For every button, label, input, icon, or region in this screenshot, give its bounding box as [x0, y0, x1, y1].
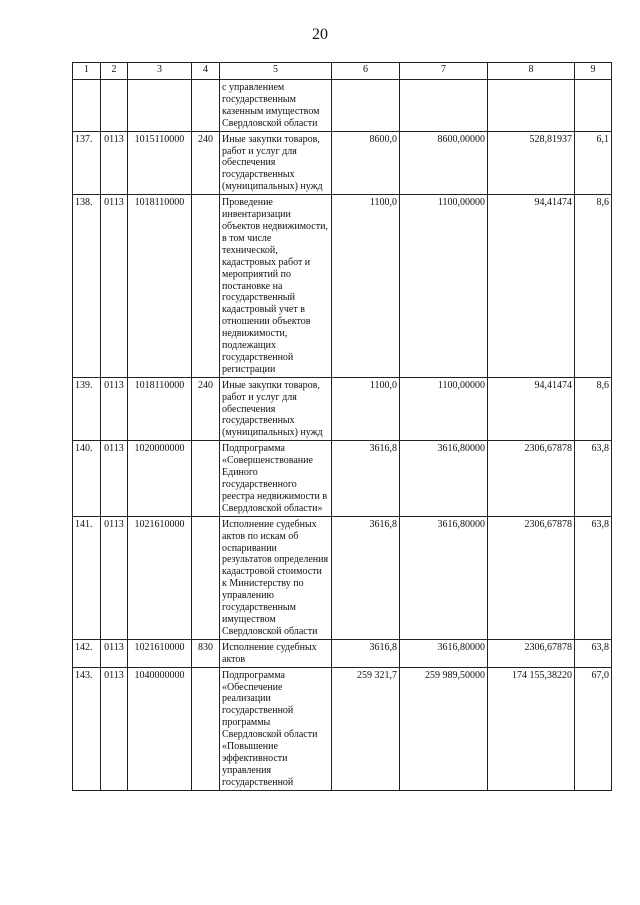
value-col6: 1100,0	[332, 195, 400, 378]
item-name: Исполнение судебных актов по искам об оспаривании результатов определения кадастровой стоимости к Министерству по управлению государственным имуществом Свердловской области	[220, 516, 332, 639]
value-col8: 94,41474	[488, 377, 575, 441]
section-code: 0113	[101, 195, 128, 378]
value-col7: 259 989,50000	[400, 667, 488, 790]
target-article-code: 1020000000	[128, 441, 192, 516]
target-article-code: 1018110000	[128, 195, 192, 378]
table-row	[73, 516, 612, 639]
percent-value: 6,1	[575, 131, 612, 195]
percent-value: 8,6	[575, 195, 612, 378]
item-name: Проведение инвентаризации объектов недвижимости, в том числе технической, кадастровых работ и мероприятий по постановке на государственный кадастровый учет в отношении объектов недвижимости, подлежащих государственной регистрации	[220, 195, 332, 378]
table-row	[73, 80, 612, 132]
value-col6: 1100,0	[332, 377, 400, 441]
col-header: 5	[220, 63, 332, 80]
col-header: 9	[575, 63, 612, 80]
expense-type-code	[192, 441, 220, 516]
col-header: 6	[332, 63, 400, 80]
section-code: 0113	[101, 131, 128, 195]
row-number: 141.	[73, 516, 101, 639]
col-header: 4	[192, 63, 220, 80]
item-name: с управлением государственным казенным имуществом Свердловской области	[220, 80, 332, 132]
value-col8: 2306,67878	[488, 516, 575, 639]
item-name: Исполнение судебных актов	[220, 639, 332, 667]
expense-type-code: 830	[192, 639, 220, 667]
row-number: 140.	[73, 441, 101, 516]
value-col7: 1100,00000	[400, 195, 488, 378]
percent-value: 63,8	[575, 516, 612, 639]
section-code: 0113	[101, 441, 128, 516]
table-row	[73, 639, 612, 667]
percent-value: 63,8	[575, 639, 612, 667]
section-code: 0113	[101, 516, 128, 639]
expense-type-code	[192, 80, 220, 132]
value-col7: 1100,00000	[400, 377, 488, 441]
percent-value: 67,0	[575, 667, 612, 790]
value-col7: 3616,80000	[400, 639, 488, 667]
expense-type-code: 240	[192, 377, 220, 441]
col-header: 2	[101, 63, 128, 80]
value-col8: 174 155,38220	[488, 667, 575, 790]
percent-value: 8,6	[575, 377, 612, 441]
row-number: 143.	[73, 667, 101, 790]
section-code: 0113	[101, 639, 128, 667]
item-name: Подпрограмма «Совершенствование Единого государственного реестра недвижимости в Свердловской области»	[220, 441, 332, 516]
value-col8: 94,41474	[488, 195, 575, 378]
value-col7: 3616,80000	[400, 516, 488, 639]
expense-type-code: 240	[192, 131, 220, 195]
table-row	[73, 441, 612, 516]
table-row	[73, 195, 612, 378]
percent-value	[575, 80, 612, 132]
value-col6	[332, 80, 400, 132]
col-header: 3	[128, 63, 192, 80]
expense-type-code	[192, 667, 220, 790]
expense-type-code	[192, 195, 220, 378]
row-number: 139.	[73, 377, 101, 441]
target-article-code: 1015110000	[128, 131, 192, 195]
table-row	[73, 377, 612, 441]
expense-type-code	[192, 516, 220, 639]
budget-table	[72, 62, 612, 791]
value-col6: 3616,8	[332, 639, 400, 667]
value-col6: 259 321,7	[332, 667, 400, 790]
value-col8: 528,81937	[488, 131, 575, 195]
target-article-code: 1040000000	[128, 667, 192, 790]
col-header: 7	[400, 63, 488, 80]
target-article-code	[128, 80, 192, 132]
value-col7: 8600,00000	[400, 131, 488, 195]
row-number: 137.	[73, 131, 101, 195]
section-code: 0113	[101, 667, 128, 790]
item-name: Иные закупки товаров, работ и услуг для обеспечения государственных (муниципальных) нужд	[220, 131, 332, 195]
table-row	[73, 667, 612, 790]
row-number: 142.	[73, 639, 101, 667]
value-col7: 3616,80000	[400, 441, 488, 516]
section-code: 0113	[101, 377, 128, 441]
value-col6: 8600,0	[332, 131, 400, 195]
item-name: Иные закупки товаров, работ и услуг для обеспечения государственных (муниципальных) нужд	[220, 377, 332, 441]
value-col8: 2306,67878	[488, 441, 575, 516]
table-row	[73, 131, 612, 195]
item-name: Подпрограмма «Обеспечение реализации государственной программы Свердловской области «Повышение эффективности управления государственной	[220, 667, 332, 790]
value-col6: 3616,8	[332, 516, 400, 639]
target-article-code: 1021610000	[128, 516, 192, 639]
col-header: 1	[73, 63, 101, 80]
target-article-code: 1021610000	[128, 639, 192, 667]
row-number	[73, 80, 101, 132]
col-header: 8	[488, 63, 575, 80]
target-article-code: 1018110000	[128, 377, 192, 441]
page-number: 20	[312, 26, 328, 43]
section-code	[101, 80, 128, 132]
value-col6: 3616,8	[332, 441, 400, 516]
percent-value: 63,8	[575, 441, 612, 516]
header-row	[73, 63, 612, 80]
value-col7	[400, 80, 488, 132]
row-number: 138.	[73, 195, 101, 378]
value-col8: 2306,67878	[488, 639, 575, 667]
value-col8	[488, 80, 575, 132]
